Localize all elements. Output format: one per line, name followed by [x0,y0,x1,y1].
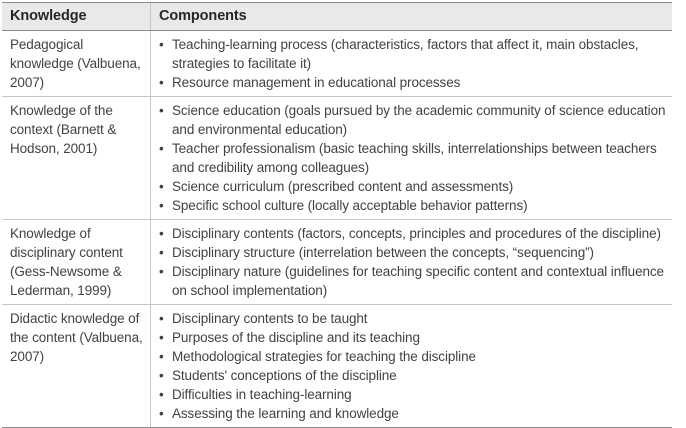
component-text: Science curriculum (prescribed content and assessments) [172,179,514,194]
bullet-icon: • [159,406,164,421]
component-item [159,309,666,328]
component-text: Resource management in educational processes [172,75,461,90]
column-header-components: Components [151,3,673,31]
component-text: Teacher professionalism (basic teaching skills, interrelationships between teachers and credibility among colleagues) [172,141,657,175]
bullet-icon: • [159,103,164,118]
knowledge-cell: Pedagogical knowledge (Valbuena, 2007) [2,31,151,97]
bullet-icon: • [159,387,164,402]
component-item [159,196,666,215]
table-row-pedagogical-knowledge [2,31,672,97]
component-text: Specific school culture (locally acceptable behavior patterns) [172,198,528,213]
component-item [159,224,666,243]
bullet-icon: • [159,368,164,383]
component-item [159,177,666,196]
component-item [159,73,666,92]
bullet-icon: • [159,75,164,90]
component-text: Disciplinary nature (guidelines for teaching specific content and contextual influence on school implementation) [172,264,664,298]
bullet-icon: • [159,264,164,279]
components-cell [151,220,673,305]
components-cell [151,97,673,220]
components-list [159,101,666,215]
component-text: Assessing the learning and knowledge [172,406,399,421]
component-text: Purposes of the discipline and its teaching [172,330,420,345]
component-item [159,262,666,300]
table-row-knowledge-of-context [2,97,672,220]
bullet-icon: • [159,245,164,260]
component-item [159,35,666,73]
header-row [2,3,672,31]
components-list [159,224,666,300]
bullet-icon: • [159,311,164,326]
component-item [159,328,666,347]
component-text: Disciplinary contents to be taught [172,311,368,326]
knowledge-cell: Didactic knowledge of the content (Valbuena, 2007) [2,305,151,428]
component-item [159,139,666,177]
bullet-icon: • [159,141,164,156]
bullet-icon: • [159,226,164,241]
table-header [2,3,672,31]
component-item [159,404,666,423]
component-text: Science education (goals pursued by the academic community of science education and environmental education) [172,103,666,137]
table-row-knowledge-of-disciplinary-content [2,220,672,305]
component-item [159,243,666,262]
bullet-icon: • [159,198,164,213]
bullet-icon: • [159,37,164,52]
component-item [159,347,666,366]
component-text: Students' conceptions of the discipline [172,368,397,383]
components-list [159,35,666,92]
component-text: Disciplinary structure (interrelation between the concepts, “sequencing”) [172,245,594,260]
component-item [159,366,666,385]
component-text: Disciplinary contents (factors, concepts, principles and procedures of the discipline) [172,226,661,241]
table-body [2,31,672,428]
component-text: Methodological strategies for teaching the discipline [172,349,476,364]
knowledge-components-table [2,2,672,428]
components-cell [151,31,673,97]
column-header-knowledge: Knowledge [2,3,151,31]
components-cell [151,305,673,428]
table-row-didactic-knowledge [2,305,672,428]
components-list [159,309,666,423]
bullet-icon: • [159,349,164,364]
component-item [159,385,666,404]
component-text: Difficulties in teaching-learning [172,387,352,402]
knowledge-cell: Knowledge of disciplinary content (Gess-Newsome & Lederman, 1999) [2,220,151,305]
knowledge-cell: Knowledge of the context (Barnett & Hodson, 2001) [2,97,151,220]
component-item [159,101,666,139]
bullet-icon: • [159,179,164,194]
component-text: Teaching-learning process (characteristics, factors that affect it, main obstacles, strategies to facilitate it) [172,37,639,71]
bullet-icon: • [159,330,164,345]
